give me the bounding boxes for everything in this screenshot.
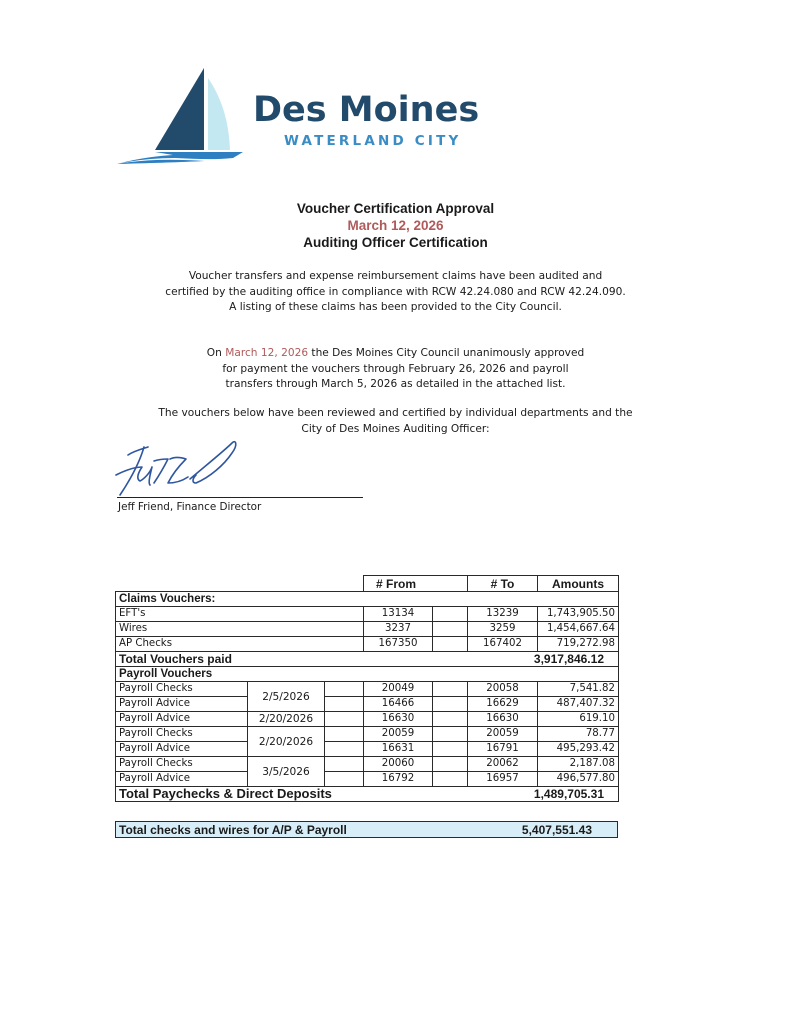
row-label: Payroll Checks (116, 757, 248, 772)
row-to: 13239 (468, 607, 538, 622)
table-row (116, 757, 619, 772)
header-to: # To (468, 576, 538, 592)
total-payroll-label: Total Paychecks & Direct Deposits (116, 787, 468, 802)
table-row (116, 742, 619, 757)
row-to: 16629 (468, 697, 538, 712)
row-amount: 487,407.32 (538, 697, 619, 712)
row-label: Payroll Checks (116, 727, 248, 742)
row-from: 13134 (364, 607, 433, 622)
paragraph-line: Voucher transfers and expense reimbursement claims have been audited and (188, 270, 603, 282)
brand-tagline: WATERLAND CITY (284, 133, 462, 149)
paragraph-line (0, 346, 791, 362)
city-logo (115, 66, 515, 171)
row-from: 16792 (364, 772, 433, 787)
row-amount: 1,743,905.50 (538, 607, 619, 622)
signature-image (114, 437, 284, 499)
document-subtitle: Auditing Officer Certification (303, 235, 488, 250)
sailboat-icon (115, 66, 255, 171)
signer-name-title: Jeff Friend, Finance Director (118, 501, 262, 513)
document-title: Voucher Certification Approval (296, 201, 495, 216)
approval-line1-rest: the Des Moines City Council unanimously approved (308, 347, 585, 359)
row-label: Payroll Advice (116, 772, 248, 787)
total-payroll-amount: 1,489,705.31 (468, 787, 619, 802)
section-label-claims: Claims Vouchers: (116, 592, 619, 607)
grand-total-label: Total checks and wires for A/P & Payroll (119, 823, 347, 837)
header-from: # From (364, 576, 468, 592)
paragraph-line: transfers through March 5, 2026 as detailed in the attached list. (225, 378, 566, 390)
row-date: 2/20/2026 (248, 727, 325, 757)
table-row (116, 697, 619, 712)
row-to: 16630 (468, 712, 538, 727)
paragraph-line: The vouchers below have been reviewed and certified by individual departments and the (158, 407, 633, 419)
row-date: 3/5/2026 (248, 757, 325, 787)
total-row-payroll (116, 787, 619, 802)
paragraph-line: for payment the vouchers through February 26, 2026 and payroll (222, 362, 569, 375)
voucher-table (115, 575, 619, 802)
row-from: 167350 (364, 637, 433, 652)
row-from: 16466 (364, 697, 433, 712)
row-amount: 2,187.08 (538, 757, 619, 772)
grand-total-bar (115, 821, 618, 838)
row-to: 3259 (468, 622, 538, 637)
row-amount: 495,293.42 (538, 742, 619, 757)
table-row (116, 682, 619, 697)
row-label: Payroll Checks (116, 682, 248, 697)
approval-date: March 12, 2026 (225, 347, 309, 359)
review-paragraph (0, 406, 791, 437)
table-row (116, 622, 619, 637)
row-amount: 78.77 (538, 727, 619, 742)
document-header (0, 200, 791, 251)
approval-paragraph (0, 346, 791, 393)
row-label: Payroll Advice (116, 697, 248, 712)
row-from: 3237 (364, 622, 433, 637)
row-label: Payroll Advice (116, 742, 248, 757)
row-to: 16791 (468, 742, 538, 757)
paragraph-line: A listing of these claims has been provided to the City Council. (229, 301, 562, 313)
table-row (116, 637, 619, 652)
row-from: 20060 (364, 757, 433, 772)
row-to: 167402 (468, 637, 538, 652)
table-row (116, 772, 619, 787)
row-amount: 1,454,667.64 (538, 622, 619, 637)
row-label: AP Checks (116, 637, 364, 652)
row-label: Wires (116, 622, 364, 637)
total-vouchers-label: Total Vouchers paid (116, 652, 468, 667)
row-amount: 7,541.82 (538, 682, 619, 697)
brand-name: Des Moines (253, 90, 480, 130)
row-from: 16630 (364, 712, 433, 727)
row-to: 16957 (468, 772, 538, 787)
section-row-claims (116, 592, 619, 607)
row-from: 16631 (364, 742, 433, 757)
row-date: 2/5/2026 (248, 682, 325, 712)
signature-line (117, 497, 363, 498)
row-to: 20059 (468, 727, 538, 742)
document-date: March 12, 2026 (347, 218, 444, 233)
row-amount: 496,577.80 (538, 772, 619, 787)
total-vouchers-amount: 3,917,846.12 (468, 652, 619, 667)
table-header-row (116, 576, 619, 592)
section-label-payroll: Payroll Vouchers (116, 667, 619, 682)
paragraph-line: certified by the auditing office in compliance with RCW 42.24.080 and RCW 42.24.090. (165, 285, 626, 298)
approval-prefix: On (206, 347, 226, 359)
section-row-payroll (116, 667, 619, 682)
table-row (116, 727, 619, 742)
certification-paragraph (0, 269, 791, 316)
row-amount: 619.10 (538, 712, 619, 727)
header-amounts: Amounts (538, 576, 619, 592)
row-amount: 719,272.98 (538, 637, 619, 652)
grand-total-amount: 5,407,551.43 (521, 823, 592, 837)
row-label: EFT's (116, 607, 364, 622)
total-row-claims (116, 652, 619, 667)
row-to: 20058 (468, 682, 538, 697)
paragraph-line: City of Des Moines Auditing Officer: (301, 422, 490, 435)
row-date: 2/20/2026 (248, 712, 325, 727)
table-row (116, 607, 619, 622)
row-to: 20062 (468, 757, 538, 772)
row-from: 20059 (364, 727, 433, 742)
row-label: Payroll Advice (116, 712, 248, 727)
row-from: 20049 (364, 682, 433, 697)
handwritten-signature-icon (114, 437, 284, 499)
table-row (116, 712, 619, 727)
